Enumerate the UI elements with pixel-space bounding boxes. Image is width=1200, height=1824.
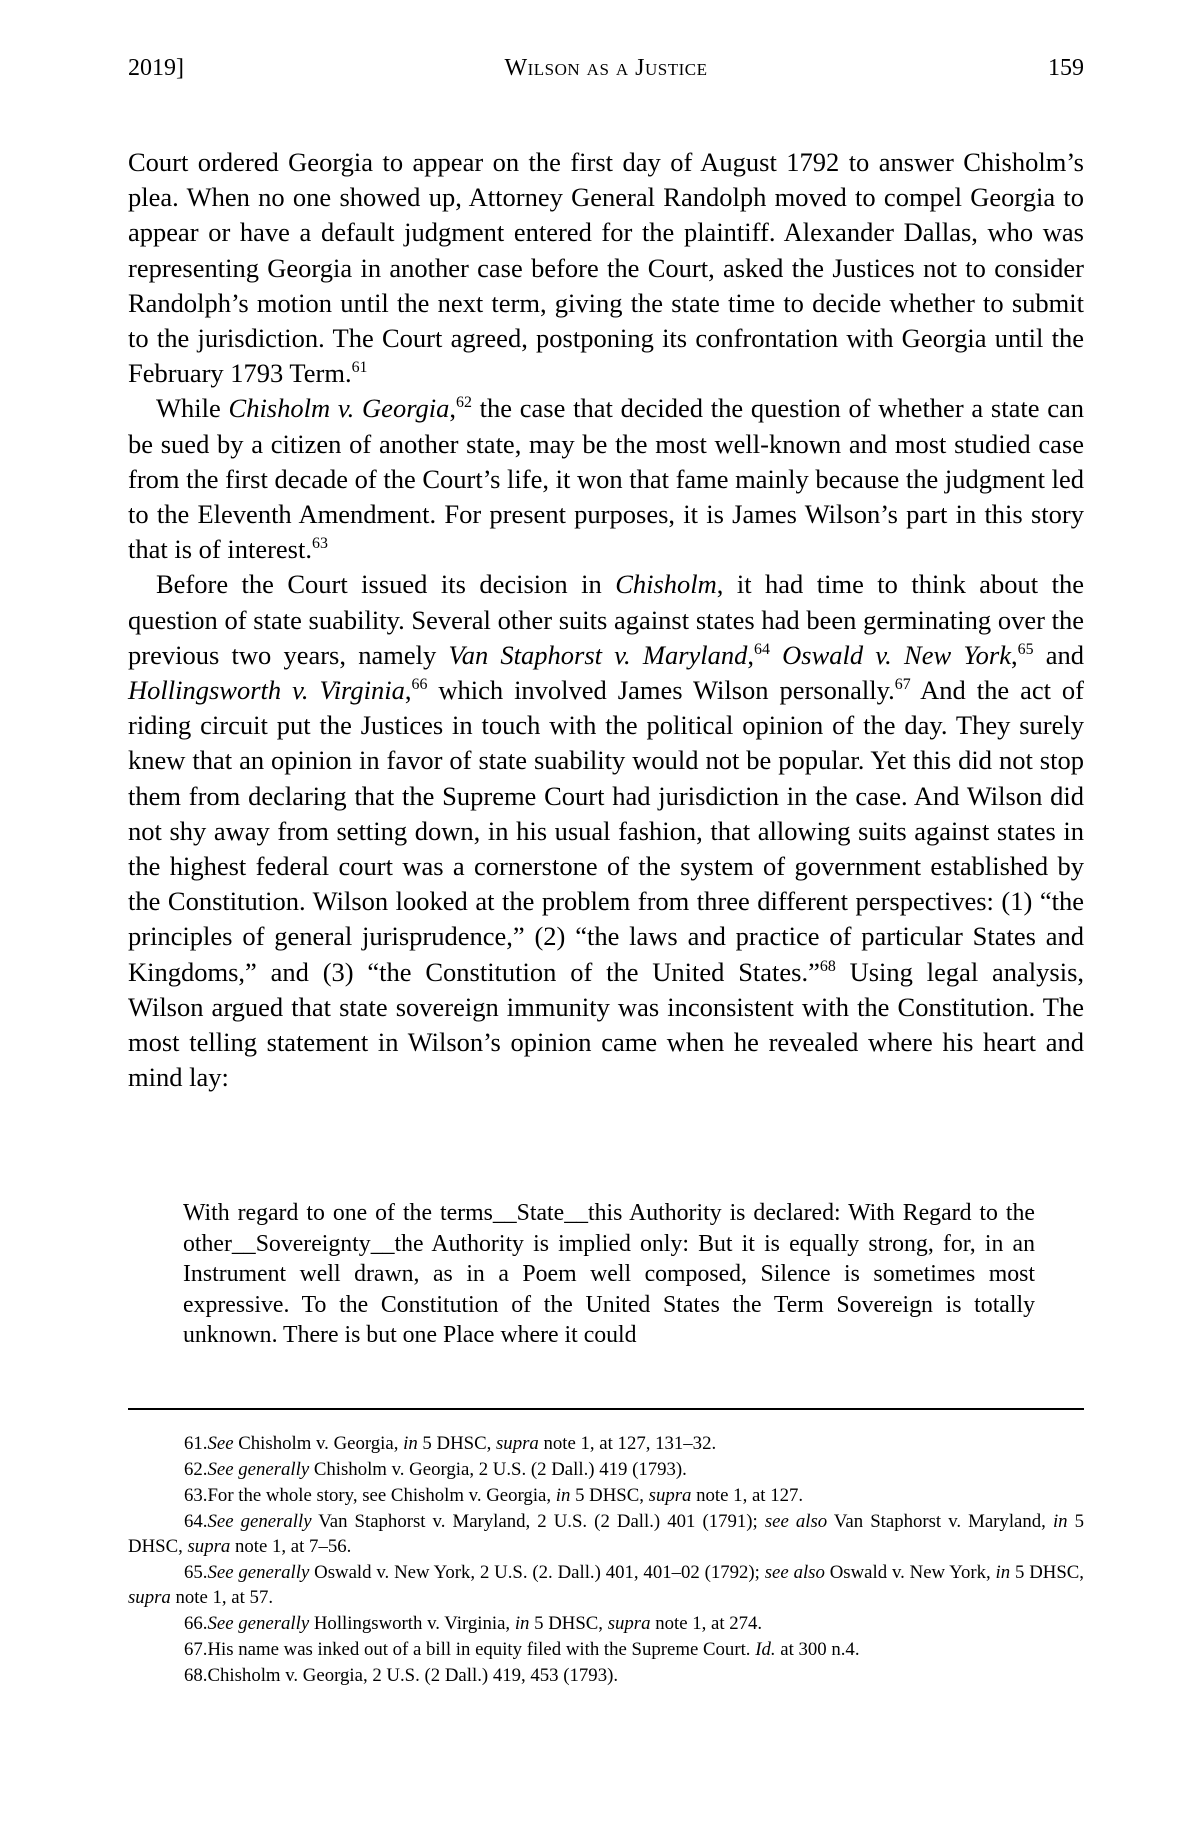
footnote (128, 1561, 1084, 1610)
main-text (128, 145, 1084, 1095)
text-run: note 1, at 57. (170, 1586, 274, 1608)
footnote (128, 1612, 1084, 1637)
italic-text: Oswald v. New York (782, 639, 1011, 670)
italic-text: Id. (755, 1638, 776, 1660)
italic-text: See generally (207, 1612, 310, 1634)
footnote-number: 67. (184, 1638, 208, 1660)
text-run: Van Staphorst v. Maryland, (827, 1511, 1053, 1533)
italic-text: in (555, 1485, 571, 1507)
paragraph (128, 567, 1084, 1095)
italic-text: in (995, 1561, 1011, 1583)
italic-text: Hollingsworth v. Virginia (128, 675, 405, 706)
footnote (128, 1510, 1084, 1559)
text-run: , (404, 675, 412, 706)
paragraph (128, 145, 1084, 391)
footnote-ref: 64 (754, 641, 770, 659)
italic-text: Chisholm v. Georgia (228, 393, 450, 424)
text-run: Court ordered Georgia to appear on the first day of August 1792 to answer Chisholm’s plea. When no one showed up, Attorney General Randolph moved to compel Georgia to appear or have a default judgment entered for the plaintiff. Alexander Dallas, who was representing Georgia in another case before the Court, asked the Justices not to consider Randolph’s motion until the next term, giving the state time to decide whether to submit to the jurisdiction. The Court agreed, postponing its confrontation with Georgia until the February 1793 Term. (128, 147, 1084, 389)
footnote-number: 61. (184, 1433, 208, 1454)
text-run: 5 DHSC, (570, 1485, 649, 1507)
text-run: Before the Court issued its decision in (156, 569, 616, 600)
footnote-ref: 66 (411, 676, 428, 694)
text-run: note 1, at 127. (691, 1485, 804, 1507)
block-quote: With regard to one of the terms__State__this Authority is declared: With Regard to the other__Sovereignty__the Authority is implied only: But it is equally strong, for, in an Instrument well drawn, as in a Poem well composed, Silence is sometimes most expressive. To the Constitution of the United States the Term Sovereign is totally unknown. There is but one Place where it could (183, 1200, 1035, 1348)
italic-text: Van Staphorst v. Maryland (448, 639, 748, 670)
header-running-title: Wilson as a Justice (504, 55, 708, 81)
text-run: Oswald v. New York, (824, 1561, 996, 1583)
footnote (128, 1458, 1084, 1483)
text-run: Hollingsworth v. Virginia, (309, 1612, 515, 1634)
footnote-number: 68. (184, 1664, 208, 1686)
italic-text: in (403, 1433, 418, 1454)
paragraph (128, 391, 1084, 567)
footnote-ref: 62 (456, 394, 472, 412)
italic-text: supra (496, 1433, 539, 1454)
text-run: While (156, 393, 229, 424)
footnote-ref: 61 (351, 359, 368, 377)
italic-text: see also (764, 1561, 825, 1583)
italic-text: See (207, 1433, 234, 1454)
italic-text: see also (764, 1511, 828, 1533)
text-run: Chisholm v. Georgia, 2 U.S. (2 Dall.) 419 (1793). (309, 1459, 687, 1481)
text-run: note 1, at 127, 131–32. (538, 1433, 717, 1454)
text-run: , (449, 393, 457, 424)
footnote-number: 66. (184, 1612, 208, 1634)
footnote (128, 1484, 1084, 1509)
footnote (128, 1638, 1084, 1663)
text-run: Van Staphorst v. Maryland, 2 U.S. (2 Dall.) 401 (1791); (311, 1511, 765, 1533)
italic-text: supra (128, 1586, 171, 1608)
text-run: 5 DHSC, (529, 1612, 608, 1634)
text-run: note 1, at 274. (650, 1612, 763, 1634)
text-run: , (747, 639, 755, 670)
footnote-number: 64. (184, 1511, 208, 1533)
text-run: And the act of riding circuit put the Justices in touch with the political opinion of the day. They surely knew that an opinion in favor of state suability would not be popular. Yet this did not stop them from declaring that the Supreme Court had jurisdiction in the case. And Wilson did not shy away from setting down, in his usual fashion, that allowing suits against states in the highest federal court was a cornerstone of the system of government established by the Constitution. Wilson looked at the problem from three different perspectives: (1) “the principles of general jurisprudence,” (2) “the laws and practice of particular States and Kingdoms,” and (3) “the Constitution of the United States.” (128, 675, 1085, 987)
page-number: 159 (1048, 55, 1084, 81)
text-run: which involved James Wilson personally. (427, 675, 895, 706)
italic-text: supra (187, 1535, 231, 1557)
italic-text: supra (648, 1485, 692, 1507)
footnote (128, 1664, 1084, 1689)
text-run: , (1011, 639, 1018, 670)
italic-text: Chisholm (615, 569, 717, 600)
footnote (128, 1432, 1084, 1457)
footnote-divider (128, 1408, 1084, 1410)
text-run: Chisholm v. Georgia, (233, 1433, 404, 1454)
text-run: , it had time to think about the question of state suability. Several other suits against states had been germinating over the previous two years, namely (128, 569, 1084, 670)
footnote-number: 63. (184, 1485, 208, 1507)
footnote-ref: 65 (1017, 641, 1034, 659)
text-run: and (1033, 639, 1085, 670)
text-run: 5 DHSC, (417, 1433, 496, 1454)
footnote-ref: 63 (312, 535, 328, 553)
footnote-number: 62. (184, 1459, 208, 1481)
text-run: Chisholm v. Georgia, 2 U.S. (2 Dall.) 419, 453 (1793). (207, 1664, 619, 1686)
text-run: Oswald v. New York, 2 U.S. (2. Dall.) 401, 401–02 (1792); (309, 1561, 765, 1583)
italic-text: See generally (207, 1511, 312, 1533)
text-run: Using legal analysis, Wilson argued that state sovereign immunity was inconsistent with the Constitution. The most telling statement in Wilson’s opinion came when he revealed where his heart and mind lay: (128, 956, 1085, 1093)
italic-text: in (514, 1612, 530, 1634)
italic-text: in (1052, 1511, 1068, 1533)
footnote-ref: 67 (894, 676, 911, 694)
footnote-number: 65. (184, 1561, 208, 1583)
running-header (128, 55, 1084, 95)
italic-text: See generally (207, 1459, 310, 1481)
text-run (770, 640, 782, 670)
text-run: His name was inked out of a bill in equity filed with the Supreme Court. (207, 1638, 756, 1660)
text-run: 5 DHSC, (1010, 1561, 1085, 1583)
text-run: note 1, at 7–56. (230, 1535, 352, 1557)
text-run: the case that decided the question of whether a state can be sued by a citizen of another state, may be the most well-known and most studied case from the first decade of the Court’s life, it won that fame mainly because the judgment led to the Eleventh Amendment. For present purposes, it is James Wilson’s part in this story that is of interest. (128, 393, 1084, 565)
italic-text: supra (607, 1612, 651, 1634)
footnotes (128, 1432, 1084, 1690)
footnote-ref: 68 (819, 957, 836, 975)
italic-text: See generally (207, 1561, 310, 1583)
text-run: at 300 n.4. (775, 1638, 860, 1660)
text-run: For the whole story, see Chisholm v. Georgia, (207, 1485, 556, 1507)
text-run: 5 DHSC, (128, 1511, 1085, 1557)
header-year: 2019] (128, 55, 184, 81)
